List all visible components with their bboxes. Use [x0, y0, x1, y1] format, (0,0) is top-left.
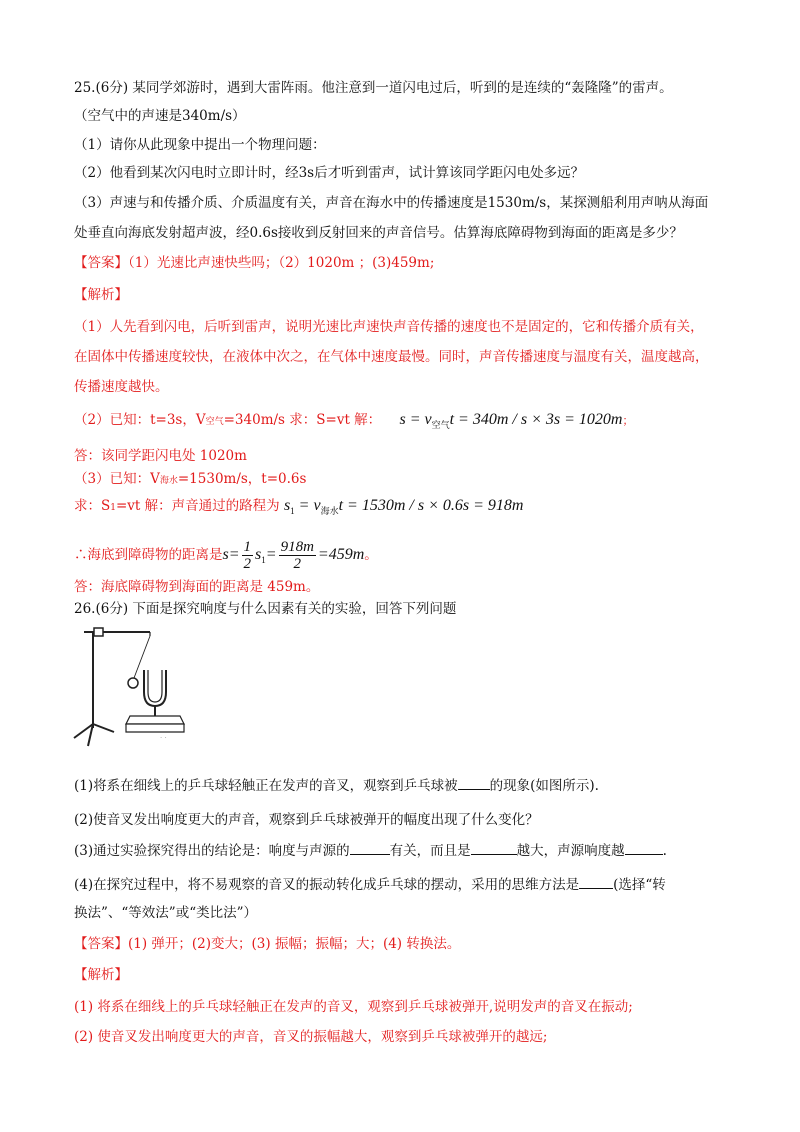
- q25-sub1: （1）请你从此现象中提出一个物理问题：: [74, 137, 326, 153]
- q25-formula-distance: $s = v_{空气}t = 340m / s \times 3s = 1020m$: [399, 411, 623, 431]
- q26-sub1: (1)将系在细线上的乒乓球轻触正在发声的音叉，观察到乒乓球被 的现象(如图所示).: [74, 778, 599, 794]
- q25-analysis-1-line1: （1）人先看到闪电，后听到雷声，说明光速比声速快声音传播的速度也不是固定的，它和传播介质有关，: [74, 319, 704, 335]
- q25-sub2: （2）他看到某次闪电时立即计时，经3s后才听到雷声，试计算该同学距闪电处多远？: [74, 165, 585, 181]
- q25-answer: [74, 254, 434, 272]
- q25-analysis-3-answer: 答：海底障碍物到海面的距离是 459m。: [74, 579, 320, 595]
- svg-text:· ·: · ·: [160, 734, 167, 742]
- q25-stem-line2: （空气中的声速是340m/s）: [74, 108, 246, 124]
- q25-analysis-3-ask: 求：S1=vt 解：声音通过的路程为 $s_1 = v_{海水}t = 1530m / s \times 0.6s = 918m$: [74, 497, 524, 517]
- q26-analysis-2: (2) 使音叉发出响度更大的声音，音叉的振幅越大，观察到乒乓球被弹开的越远;: [74, 1029, 548, 1045]
- q26-analysis-1: (1) 将系在细线上的乒乓球轻触正在发声的音叉，观察到乒乓球被弹开,说明发声的音叉在振动;: [74, 999, 633, 1015]
- q26-sub4-line2: 换法”、“等效法”或“类比法”）: [74, 905, 258, 921]
- q25-analysis-2-answer: 答：该同学距闪电处 1020m: [74, 448, 247, 464]
- q25-analysis-1-line3: 传播速度越快。: [74, 379, 169, 395]
- tuning-fork-apparatus-figure: [66, 620, 186, 760]
- q26-blank-4[interactable]: [625, 842, 663, 855]
- q26-sub2: (2)使音叉发出响度更大的声音，观察到乒乓球被弹开的幅度出现了什么变化？: [74, 812, 539, 828]
- q25-analysis-3-given: （3）已知：V海水=1530m/s，t=0.6s: [74, 471, 307, 487]
- q26-blank-1[interactable]: [458, 777, 490, 790]
- q25-formula-path: $s_1 = v_{海水}t = 1530m / s \times 0.6s = 918m$: [283, 497, 524, 517]
- answer-text: （1）光速比声速快些吗；（2）1020m ；(3)459m;: [128, 255, 435, 271]
- q26-blank-3[interactable]: [471, 842, 517, 855]
- q25-sub3-line1: （3）声速与和传播介质、介质温度有关，声音在海水中的传播速度是1530m/s，某探测船利用声呐从海面: [74, 195, 709, 211]
- q26-stem: 26.(6分) 下面是探究响度与什么因素有关的实验，回答下列问题: [74, 601, 457, 617]
- q25-analysis-1-line2: 在固体中传播速度较快，在液体中次之，在气体中速度最慢。同时，声音传播速度与温度有关，温度越高，: [74, 349, 709, 365]
- q25-sub3-line2: 处垂直向海底发射超声波，经0.6s接收到反射回来的声音信号。估算海底障碍物到海面的距离是多少？: [74, 225, 683, 241]
- answer-tag: 【答案】: [74, 255, 128, 271]
- q25-analysis-3-distance: ∴海底到障碍物的距离是s= $\frac{1}{2}$ $s_1=$ $\frac{918m}{2}$ =459m。: [74, 538, 378, 572]
- q25-analysis-2-given: （2）已知：t=3s，V空气=340m/s 求：S=vt 解： $s = v_{空气}t = 340m / s \times 3s = 1020m$；: [74, 411, 634, 431]
- answer-text: (1) 弹开；(2)变大；(3) 振幅；振幅；大；(4) 转换法。: [128, 936, 461, 952]
- q26-blank-2[interactable]: [350, 842, 390, 855]
- q26-blank-5[interactable]: [579, 876, 613, 889]
- q26-analysis-tag: 【解析】: [74, 967, 128, 983]
- q26-sub4-line1: (4)在探究过程中，将不易观察的音叉的振动转化成乒乓球的摆动，采用的思维方法是 (选择“转: [74, 877, 666, 893]
- q25-stem-line1: 25.(6分) 某同学郊游时，遇到大雷阵雨。他注意到一道闪电过后，听到的是连续的“轰隆隆”的雷声。: [74, 80, 673, 96]
- q26-sub3: (3)通过实验探究得出的结论是：响度与声源的 有关，而且是 越大，声源响度越 .: [74, 843, 667, 859]
- q25-analysis-tag: 【解析】: [74, 287, 128, 303]
- q26-answer: [74, 935, 460, 953]
- answer-tag: 【答案】: [74, 936, 128, 952]
- q25-formula-depth: s= $\frac{1}{2}$ $s_1=$ $\frac{918m}{2}$ =459m: [222, 538, 365, 572]
